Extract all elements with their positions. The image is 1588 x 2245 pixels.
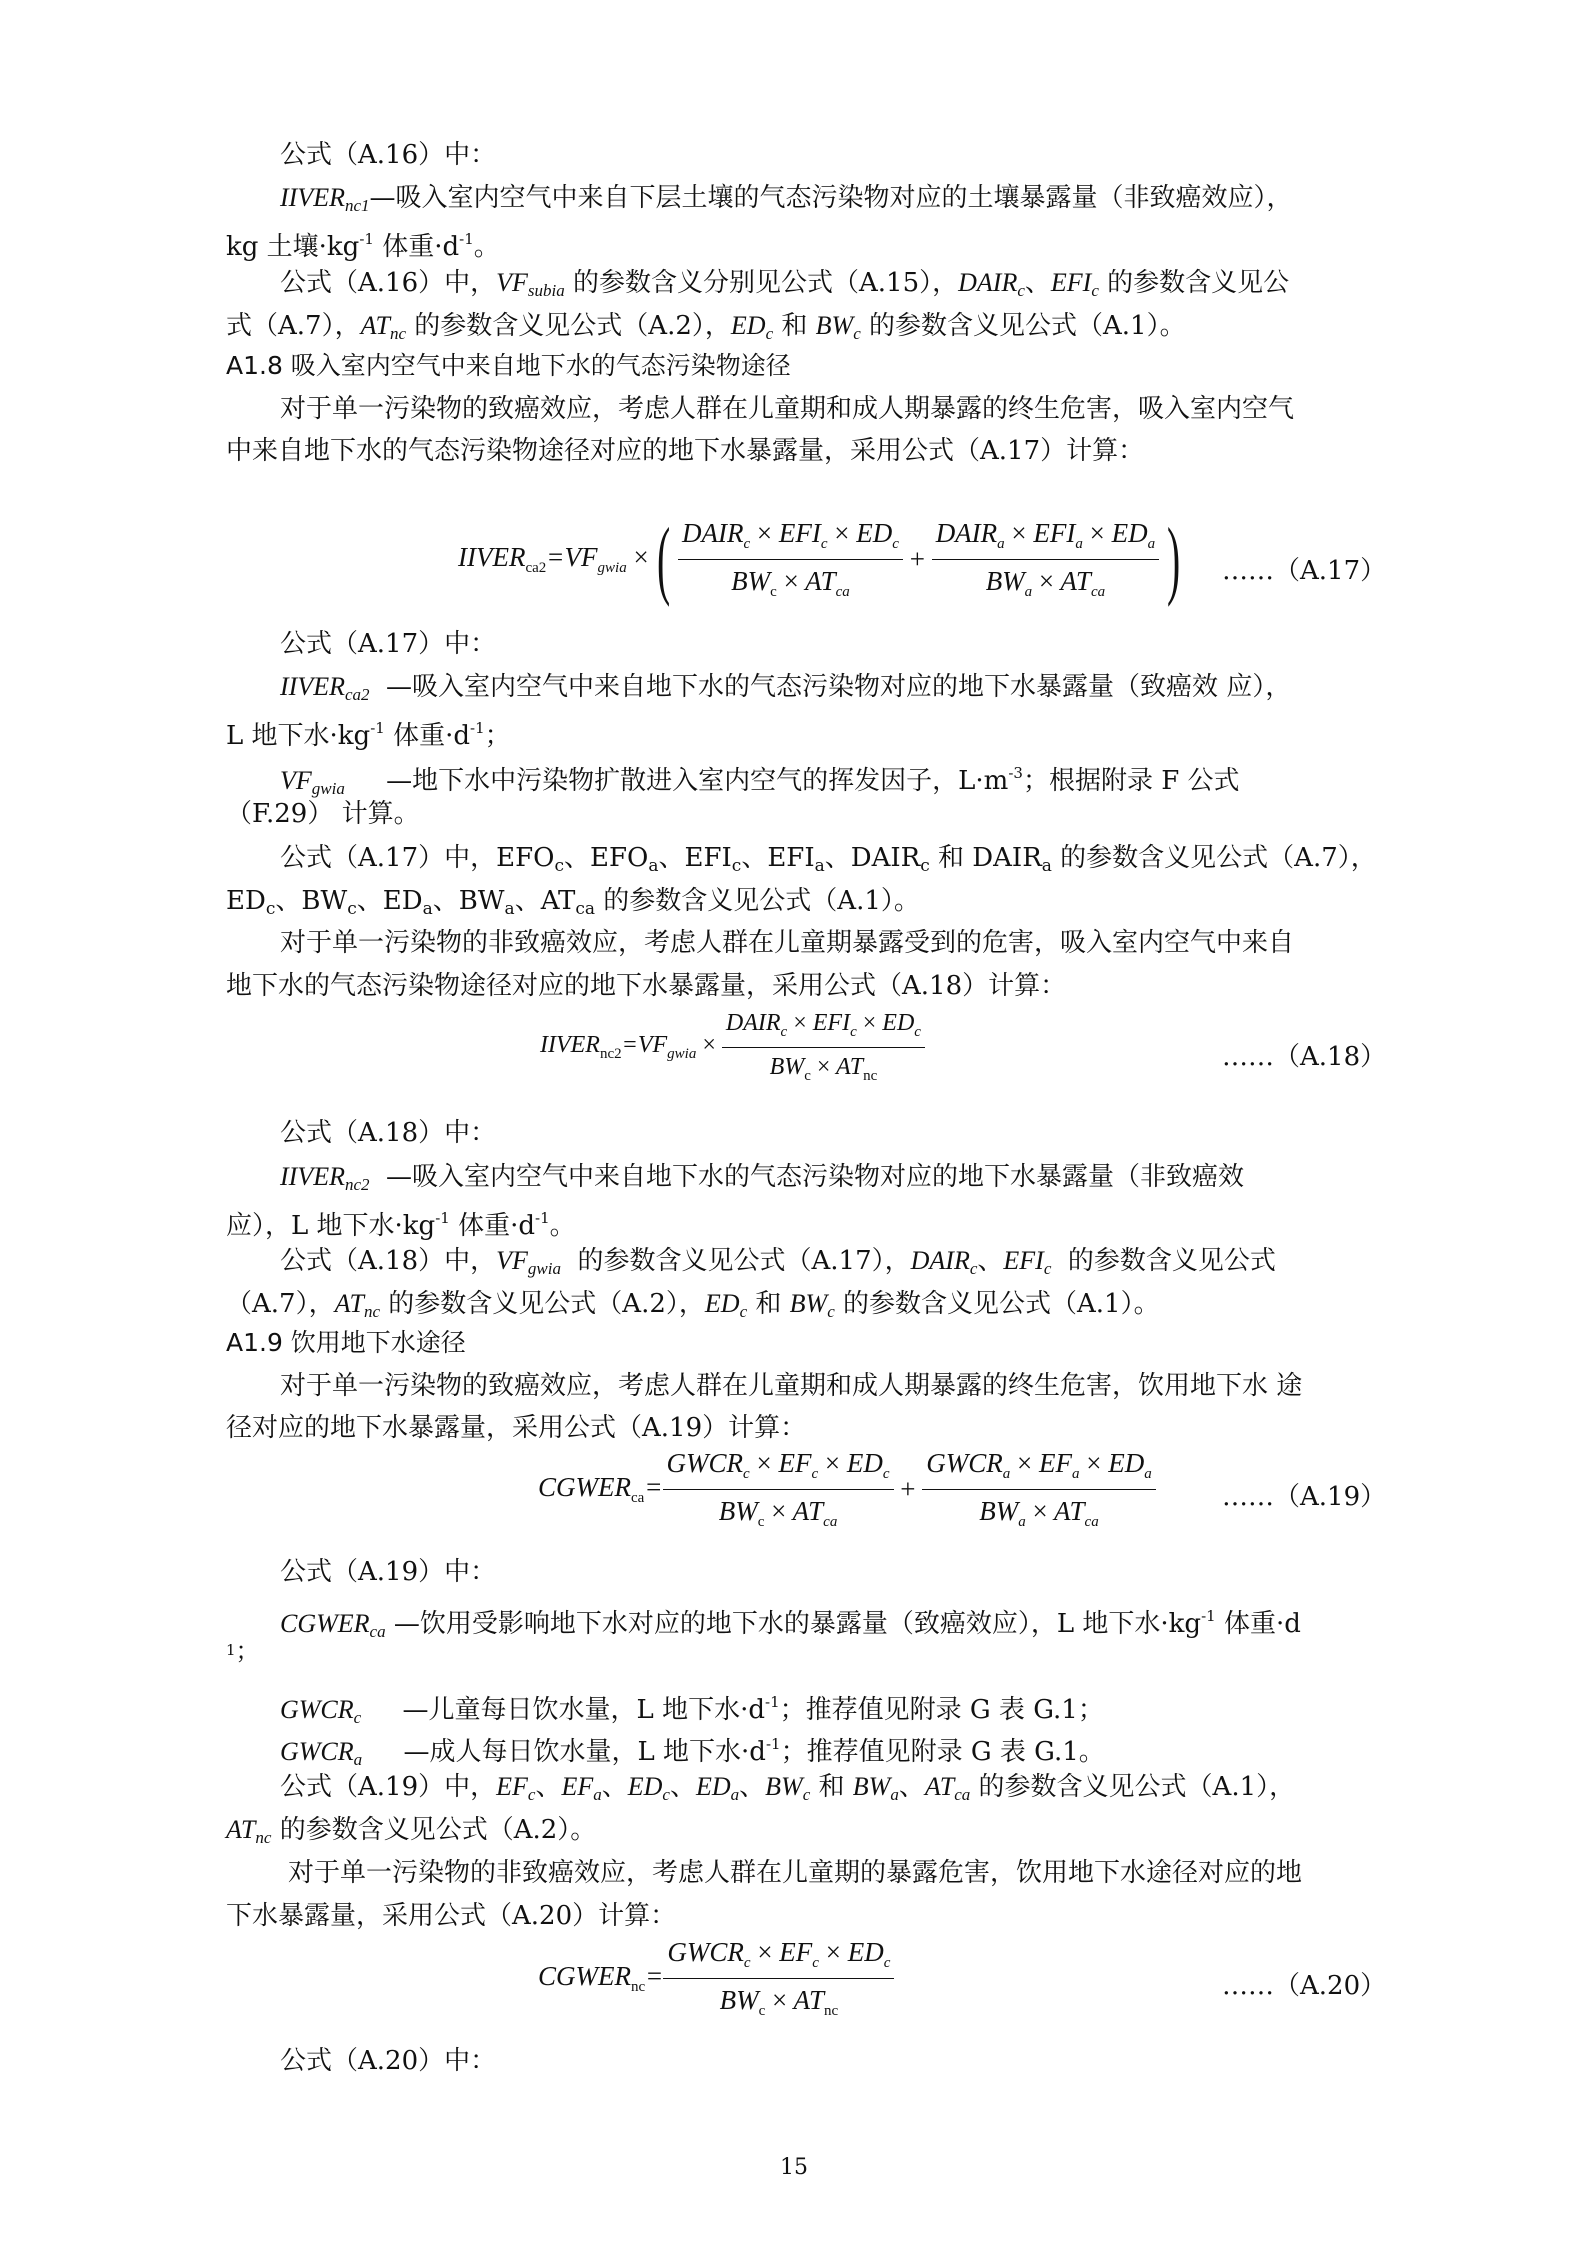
text-line: 公式（A.17）中： — [280, 629, 497, 659]
text-line: 对于单一污染物的非致癌效应，考虑人群在儿童期暴露受到的危害，吸入室内空气中来自 — [280, 928, 1295, 958]
equation-number: ……（A.20） — [1222, 1971, 1387, 2001]
section-heading: A1.9 饮用地下水途径 — [226, 1328, 466, 1357]
text-line: $VF_{gwia}$ —地下水中污染物扩散进入室内空气的挥发因子，$L\cdot m^{-3}$；根据附录 F 公式 — [280, 764, 1240, 798]
equation-number: ……（A.19） — [1222, 1482, 1387, 1512]
text-line: 下水暴露量，采用公式（A.20）计算： — [226, 1901, 677, 1931]
text-line: 公式（A.16）中，$VF_{subia}$ 的参数含义分别见公式（A.15），$DAIR_c$、$EFI_c$ 的参数含义见公 — [280, 268, 1290, 300]
text-line: 径对应的地下水暴露量，采用公式（A.19）计算： — [226, 1413, 807, 1443]
text-line: 公式（A.17）中，$EFO_c$、$EFO_a$、$EFI_c$、$EFI_a$、$DAIR_c$ 和 $DAIR_a$ 的参数含义见公式（A.7）， — [280, 843, 1377, 876]
text-line: 对于单一污染物的致癌效应，考虑人群在儿童期和成人期暴露的终生危害，饮用地下水 途 — [280, 1371, 1303, 1401]
text-line: $GWCR_a$ —成人每日饮水量，L 地下水$\cdot d^{-1}$；推荐值见附录 G 表 G.1。 — [280, 1735, 1105, 1769]
text-line: L 地下水$\cdot kg^{-1}$ 体重$\cdot d^{-1}$； — [226, 719, 511, 751]
equation-a19: $CGWER_{ca}=$ $\frac{GWCR_c \times EF_c \times ED_c}{BW_c \times AT_{ca}}$ + $\frac{GWCR_a \times EF_a \times ED_a}{BW_a \times AT_{ca}}$ — [538, 1448, 1156, 1531]
section-heading: A1.8 吸入室内空气中来自地下水的气态污染物途径 — [226, 351, 791, 380]
text-line: （A.7），$AT_{nc}$ 的参数含义见公式（A.2），$ED_c$ 和 $BW_c$ 的参数含义见公式（A.1）。 — [226, 1289, 1160, 1321]
text-line: （F.29） 计算。 — [226, 799, 420, 829]
text-line: 对于单一污染物的非致癌效应，考虑人群在儿童期的暴露危害，饮用地下水途径对应的地 — [288, 1858, 1303, 1888]
text-line: 应），L 地下水$\cdot kg^{-1}$ 体重$\cdot d^{-1}$。 — [226, 1209, 576, 1241]
text-line: 地下水的气态污染物途径对应的地下水暴露量，采用公式（A.18）计算： — [226, 971, 1067, 1001]
text-line: kg 土壤$\cdot kg^{-1}$ 体重$\cdot d^{-1}$。 — [226, 230, 500, 262]
text-line: $IIVER_{ca2}$ —吸入室内空气中来自地下水的气态污染物对应的地下水暴露量（致癌效 应）， — [280, 672, 1292, 704]
text-line: 中来自地下水的气态污染物途径对应的地下水暴露量，采用公式（A.17）计算： — [226, 436, 1145, 466]
text-line: 公式（A.19）中，$EF_c$、$EF_a$、$ED_c$、$ED_a$、$BW_c$ 和 $BW_a$、$AT_{ca}$ 的参数含义见公式（A.1）， — [280, 1772, 1296, 1804]
text-line: $^1$； — [226, 1637, 260, 1665]
equation-a17: $IIVER_{ca2}=VF_{gwia}$ ×( $\frac{DAIR_c \times EFI_c \times ED_c}{BW_c \times AT_{ca}}$ + $\frac{DAIR_a \times EFI_a \times ED_a}{BW_a \times AT_{ca}}$ ) — [458, 510, 1181, 608]
equation-a20: $CGWER_{nc}=$ $\frac{GWCR_c \times EF_c \times ED_c}{BW_c \times AT_{nc}}$ — [538, 1937, 894, 2020]
page-number: 15 — [780, 2155, 808, 2180]
text-line: $IIVER_{nc2}$ —吸入室内空气中来自地下水的气态污染物对应的地下水暴露量（非致癌效 — [280, 1162, 1245, 1194]
equation-number: ……（A.17） — [1222, 556, 1387, 586]
text-line: 对于单一污染物的致癌效应，考虑人群在儿童期和成人期暴露的终生危害，吸入室内空气 — [280, 394, 1295, 424]
equation-a18: $IIVER_{nc2}=VF_{gwia}$ × $\frac{DAIR_c \times EFI_c \times ED_c}{BW_c \times AT_{nc}}$ — [540, 1010, 925, 1085]
text-line: $ED_c$、$BW_c$、$ED_a$、$BW_a$、$AT_{ca}$ 的参数含义见公式（A.1）。 — [226, 886, 920, 919]
text-line: 公式（A.19）中： — [280, 1557, 497, 1587]
text-line: 公式（A.20）中： — [280, 2046, 497, 2076]
text-line: 式（A.7），$AT_{nc}$ 的参数含义见公式（A.2），$ED_c$ 和 $BW_c$ 的参数含义见公式（A.1）。 — [226, 311, 1186, 343]
text-line: 公式（A.18）中： — [280, 1118, 497, 1148]
text-line: $AT_{nc}$ 的参数含义见公式（A.2）。 — [226, 1815, 597, 1847]
text-line: 公式（A.16）中： — [280, 140, 497, 170]
text-line: $IIVER_{nc1}—$吸入室内空气中来自下层土壤的气态污染物对应的土壤暴露量（非致癌效应）， — [280, 183, 1293, 215]
equation-number: ……（A.18） — [1222, 1042, 1387, 1072]
text-line: $CGWER_{ca}$ —饮用受影响地下水对应的地下水的暴露量（致癌效应），L 地下水$\cdot kg^{-1}$ 体重·d — [280, 1607, 1301, 1641]
text-line: 公式（A.18）中，$VF_{gwia}$ 的参数含义见公式（A.17），$DAIR_c$、$EFI_c$ 的参数含义见公式 — [280, 1246, 1276, 1278]
text-line: $GWCR_c$ —儿童每日饮水量，L 地下水$\cdot d^{-1}$；推荐值见附录 G 表 G.1； — [280, 1693, 1104, 1727]
